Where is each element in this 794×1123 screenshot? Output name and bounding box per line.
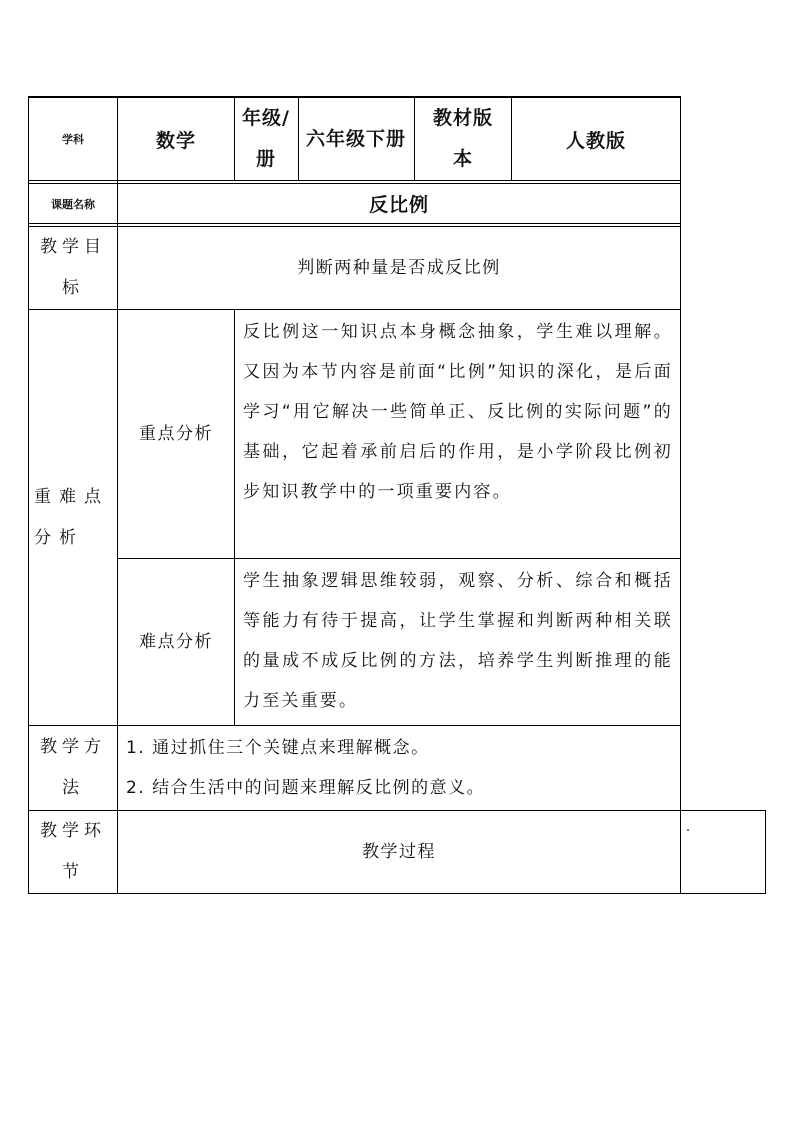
edition-value: 人教版: [565, 129, 626, 152]
scan-speck: [687, 829, 689, 831]
edition-label: 教材版本: [432, 107, 493, 170]
analysis-label: 重难点分析: [34, 486, 109, 548]
key-point-label: 重点分析: [139, 423, 213, 444]
process-value: 教学过程: [362, 841, 436, 862]
difficulty-label: 难点分析: [139, 631, 213, 652]
method-item: 1. 通过抓住三个关键点来理解概念。: [126, 738, 430, 758]
process-label: 教学环节: [40, 821, 106, 882]
rule: [234, 309, 235, 726]
rule: [414, 96, 415, 181]
grade-label: 年级/册: [242, 107, 290, 170]
lesson-name-label: 课题名称: [51, 197, 95, 211]
objective-value: 判断两种量是否成反比例: [297, 257, 501, 278]
rule: [28, 893, 766, 894]
grade-value: 六年级下册: [306, 127, 407, 150]
subject-value: 数学: [155, 129, 196, 152]
lesson-name-value: 反比例: [368, 194, 429, 216]
rule: [28, 223, 681, 224]
objective-label: 教学目标: [40, 237, 106, 298]
rule: [298, 96, 299, 181]
key-point-text: 反比例这一知识点本身概念抽象，学生难以理解。又因为本节内容是前面“比例”知识的深化，是后面学习“用它解决一些简单正、反比例的实际问题”的基础，它起着承前启后的作用，是小学阶段比例初步知识教学中的一项重要内容。: [243, 322, 673, 502]
method-item: 2. 结合生活中的问题来理解反比例的意义。: [126, 778, 486, 798]
difficulty-text: 学生抽象逻辑思维较弱，观察、分析、综合和概括等能力有待于提高，让学生掌握和判断两种相关联的量成不成反比例的方法，培养学生判断推理的能力至关重要。: [243, 571, 673, 711]
rule: [765, 810, 766, 894]
rule: [234, 96, 235, 181]
rule: [680, 96, 681, 894]
subject-label: 学科: [62, 133, 84, 146]
rule: [28, 725, 681, 726]
rule: [28, 180, 681, 181]
method-label: 教学方法: [40, 737, 106, 798]
